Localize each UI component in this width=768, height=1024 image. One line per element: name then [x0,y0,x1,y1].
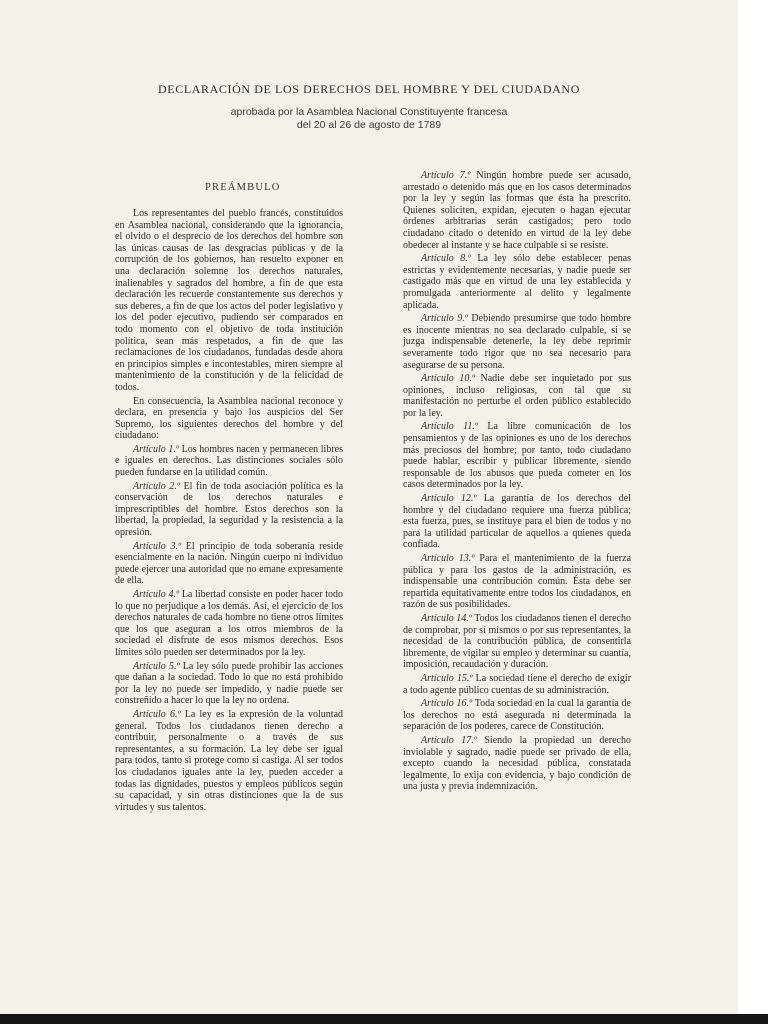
right-column [403,170,631,795]
paragraph [115,481,343,539]
paragraph-text: La libre comunicación de los pensamientos y de las opiniones es uno de los derechos más preciosos del hombre; por tanto, todo ciudadano puede hablar, escribir y publicar libremente, siendo responsable de los abusos que pueda cometer en los casos determinados por la ley. [403,421,631,491]
paragraph [403,673,631,696]
paragraph [403,170,631,251]
paragraph-text: La garantía de los derechos del hombre y del ciudadano requiere una fuerza pública; esta fuerza, pues, se instituye para el bien de todos y no para la utilidad particular de aquellos a quienes queda confiada. [403,493,632,551]
article-label: Artículo 3.º [133,540,182,552]
paragraph [115,396,343,442]
article-label: Artículo 6.º [133,708,181,720]
document-subtitle: aprobada por la Asamblea Nacional Constituyente francesa [230,106,508,118]
paragraph [403,613,631,671]
paragraph [403,553,631,611]
scan-margin-bottom [0,1014,768,1024]
article-label: Artículo 16.º [421,698,473,710]
paragraph [403,313,631,371]
article-label: Artículo 7.º [421,170,471,181]
paragraph-text: Nadie debe ser inquietado por sus opiniones, incluso religiosas, con tal que su manifestación no perturbe el orden público establecido por la ley. [403,373,632,419]
article-label: Artículo 11.º [421,421,479,433]
article-label: Artículo 2.º [133,480,180,492]
paragraph-text: Para el mantenimiento de la fuerza pública y para los gastos de la administración, es indispensable una contribución común. Ésta debe ser repartida equitativamente entre todos los ciudadanos, en razón de sus posibilidades. [403,553,632,611]
paragraph [403,253,631,311]
paragraph [115,541,343,587]
article-label: Artículo 1.º [133,443,179,455]
paragraph-text: La libertad consiste en poder hacer todo lo que no perjudique a los demás. Así, el ejercicio de los derechos naturales de cada hombre no tiene otros límites que los que aseguran a los otros miembros de la sociedad el disfrute de esos mismos derechos. Esos límites sólo pueden ser determinados por la ley. [115,589,344,658]
paragraph-text: Los hombres nacen y permanecen libres e iguales en derechos. Las distinciones sociales sólo pueden fundarse en la utilidad común. [115,443,343,479]
article-label: Artículo 13.º [421,553,475,564]
paragraph [403,493,631,551]
article-label: Artículo 4.º [133,589,180,600]
paragraph [403,735,631,793]
paragraph-text: Toda sociedad en la cual la garantía de los derechos no está asegurada ni determinada la separación de los poderes, carece de Constitución. [403,698,631,733]
paragraph-text: El principio de toda soberanía reside esencialmente en la nación. Ningún cuerpo ni individuo puede ejercer una autoridad que no emane expresamente de ella. [115,540,344,587]
preamble-heading: PREÁMBULO [205,182,281,193]
document-title: DECLARACIÓN DE LOS DERECHOS DEL HOMBRE Y DEL CIUDADANO [158,82,580,96]
article-label: Artículo 8.º [421,253,471,265]
article-label: Artículo 14.º [421,612,472,624]
article-label: Artículo 17.º [421,734,477,746]
paragraph-text: Todos los ciudadanos tienen el derecho de comprobar, por sí mismos o por sus representantes, la necesidad de la contribución pública, de consentirla libremente, de vigilar su empleo y determinar su cuantía, imposición, recaudación y duración. [403,612,631,671]
paragraph-text: La sociedad tiene el derecho de exigir a todo agente público cuentas de su administración. [403,672,632,696]
paragraph-text: En consecuencia, la Asamblea nacional reconoce y declara, en presencia y bajo los auspicios del Ser Supremo, los siguientes derechos del hombre y del ciudadano: [115,395,343,442]
article-label: Artículo 12.º [421,493,477,505]
paragraph [115,661,343,707]
article-label: Artículo 10.º [421,373,475,385]
paragraph [403,698,631,733]
article-label: Artículo 9.º [421,313,468,325]
paragraph-text: Debiendo presumirse que todo hombre es inocente mientras no sea declarado culpable, si se juzga indispensable detenerle, la ley debe reprimir severamente todo rigor que no sea necesario para asegurarse de su persona. [403,313,631,371]
paragraph-text: La ley es la expresión de la voluntad general. Todos los ciudadanos tienen derecho a contribuir, personalmente o a través de sus representantes, a su formación. La ley debe ser igual para todos, tanto si protege como si castiga. Al ser todos los ciudadanos iguales ante la ley, pueden acceder a todas las dignidades, puestos y empleos públicos según su capacidad, y sin otras distinciones que la de sus virtudes y sus talentos. [115,708,344,813]
paragraph [403,421,631,491]
paragraph [115,709,343,813]
paragraph-text: Siendo la propiedad un derecho inviolable y sagrado, nadie puede ser privado de ella, excepto cuando la necesidad pública, constatada legalmente, lo exija con evidencia, y bajo condición de una justa y previa indemnización. [403,734,631,793]
left-column [115,208,343,815]
paragraph-text: La ley sólo puede prohibir las acciones que dañan a la sociedad. Todo lo que no está prohibido por la ley no puede ser impedido, y nadie puede ser constreñido a hacer lo que la ley no ordena. [115,660,344,707]
paragraph-text: La ley sólo debe establecer penas estrictas y evidentemente necesarias, y nadie puede ser castigado más que en virtud de una ley establecida y promulgada anteriormente al delito y legalmente aplicada. [403,253,632,311]
scan-margin-right [738,0,768,1024]
article-label: Artículo 15.º [421,672,473,684]
paragraph [115,208,343,394]
paragraph-text: Los representantes del pueblo francés, constituidos en Asamblea nacional, considerando que la ignorancia, el olvido o el desprecio de los derechos del hombre son las únicas causas de las desgracias públicas y de la corrupción de los gobiernos, han resuelto exponer en una declaración solemne los derechos naturales, inalienables y sagrados del hombre, a fin de que esta declaración les recuerde constantemente sus derechos y sus deberes, a fin de que los actos del poder legislativo y los del poder ejecutivo, pudiendo ser comparados en todo momento con el objetivo de toda institución política, sean más respetados, a fin de que las reclamaciones de los ciudadanos, fundadas desde ahora en principios simples e incontestables, miren siempre al mantenimiento de la constitución y de la felicidad de todos. [115,208,343,393]
article-label: Artículo 5.º [133,660,180,672]
paragraph [115,589,343,659]
paragraph [115,444,343,479]
paragraph [403,373,631,419]
paragraph-text: El fin de toda asociación política es la conservación de los derechos naturales e imprescriptibles del hombre. Estos derechos son la libertad, la propiedad, la seguridad y la resistencia a la opresión. [115,480,344,539]
paragraph-text: Ningún hombre puede ser acusado, arrestado o detenido más que en los casos determinados por la ley y según las formas que ésta ha prescrito. Quienes soliciten, expidan, ejecuten o hagan ejecutar órdenes arbitrarias serán castigados; pero todo ciudadano citado o detenido en virtud de la ley debe obedecer al instante y se hace culpable si se resiste. [403,170,632,251]
document-date: del 20 al 26 de agosto de 1789 [296,119,442,131]
